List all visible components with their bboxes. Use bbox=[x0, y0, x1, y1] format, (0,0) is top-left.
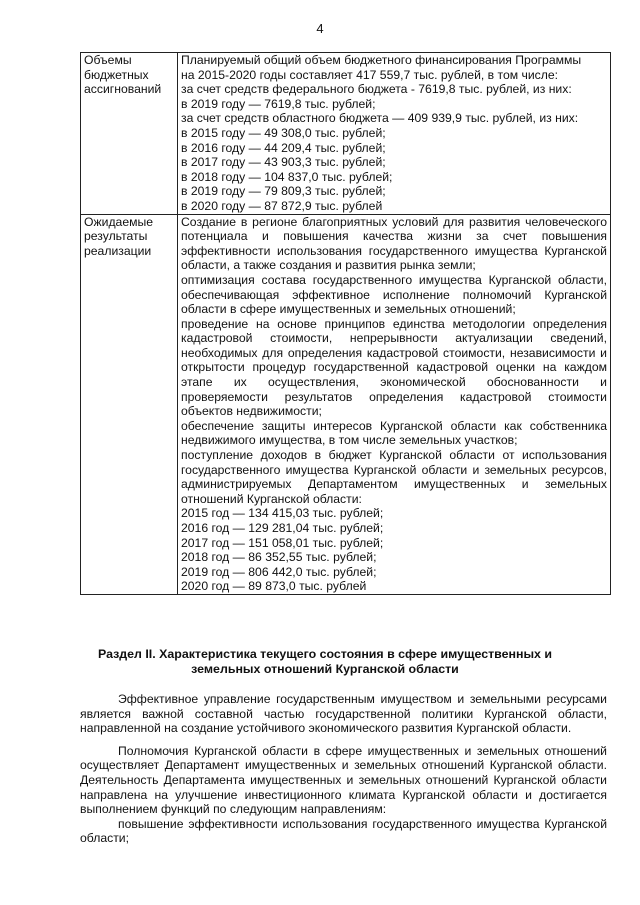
budget-value-cell bbox=[178, 53, 611, 215]
budget-line: в 2017 году — 43 903,3 тыс. рублей; bbox=[181, 155, 386, 170]
budget-line: Планируемый общий объем бюджетного финансирования Программы bbox=[181, 53, 582, 67]
budget-line: в 2018 году — 104 837,0 тыс. рублей; bbox=[181, 169, 393, 184]
budget-line: в 2020 году — 87 872,9 тыс. рублей bbox=[181, 198, 383, 213]
program-passport-table bbox=[80, 52, 611, 595]
revenue-year-line: 2018 год — 86 352,55 тыс. рублей; bbox=[181, 550, 377, 565]
page-number: 4 bbox=[316, 21, 324, 36]
label-line: Объемы bbox=[84, 53, 132, 67]
result-paragraph: поступление доходов в бюджет Курганской области от использования государственного имущества Курганской области и земельных ресурсов, администрируемых Департаментом имущественных и земельных отношений Курганской области: bbox=[181, 448, 607, 506]
section-heading-line: Раздел II. Характеристика текущего состояния в сфере имущественных и bbox=[97, 647, 553, 661]
revenue-year-line: 2015 год — 134 415,03 тыс. рублей; bbox=[181, 506, 384, 521]
results-label-cell bbox=[81, 214, 178, 594]
revenue-year-line: 2017 год — 151 058,01 тыс. рублей; bbox=[181, 535, 384, 550]
body-paragraph: повышение эффективности использования государственного имущества Курганской области; bbox=[80, 816, 607, 846]
result-paragraph: обеспечение защиты интересов Курганской области как собственника недвижимого имущества, в том числе земельных участков; bbox=[181, 418, 607, 448]
label-line: Ожидаемые bbox=[84, 214, 154, 229]
budget-line: за счет средств федерального бюджета - 7619,8 тыс. рублей, из них: bbox=[181, 82, 572, 97]
table-row-budget bbox=[81, 53, 611, 215]
table-row-results bbox=[81, 214, 611, 594]
results-value-cell bbox=[178, 214, 611, 594]
budget-line: в 2019 году — 7619,8 тыс. рублей; bbox=[181, 96, 376, 111]
revenue-year-line: 2020 год — 89 873,0 тыс. рублей bbox=[181, 579, 367, 594]
label-line: результаты bbox=[84, 229, 148, 244]
section-heading bbox=[90, 647, 560, 677]
budget-line: в 2016 году — 44 209,4 тыс. рублей; bbox=[181, 140, 386, 155]
body-paragraph: Эффективное управление государственным имуществом и земельными ресурсами является важной составной частью государственной политики Курганской области, направленной на создание устойчивого экономического развития Курганской области. bbox=[80, 692, 607, 736]
body-text bbox=[80, 692, 607, 846]
body-paragraph: Полномочия Курганской области в сфере имущественных и земельных отношений осуществляет Департамент имущественных и земельных отношений Курганской области. Деятельность Департамента имущественных и земельных отношений Курганской области направлена на улучшение инвестиционного климата Курганской области и достигается выполнением функций по следующим направлениям: bbox=[80, 743, 607, 817]
label-line: бюджетных bbox=[84, 67, 149, 82]
revenue-year-line: 2016 год — 129 281,04 тыс. рублей; bbox=[181, 521, 384, 535]
budget-line: в 2015 году — 49 308,0 тыс. рублей; bbox=[181, 125, 386, 140]
budget-line: за счет средств областного бюджета — 409 939,9 тыс. рублей, из них: bbox=[181, 111, 579, 126]
label-line: реализации bbox=[84, 243, 152, 258]
result-paragraph: проведение на основе принципов единства методологии определения кадастровой стоимости, непрерывности актуализации сведений, необходимых для определения кадастровой стоимости, независимости и открытости процедур государственной кадастровой оценки на каждом этапе их осуществления, экономической обоснованности и проверяемости результатов определения кадастровой стоимости объектов недвижимости; bbox=[181, 316, 607, 419]
label-line: ассигнований bbox=[84, 82, 162, 97]
budget-line: в 2019 году — 79 809,3 тыс. рублей; bbox=[181, 184, 386, 199]
budget-line: на 2015-2020 годы составляет 417 559,7 тыс. рублей, в том числе: bbox=[181, 67, 559, 82]
revenue-year-line: 2019 год — 806 442,0 тыс. рублей; bbox=[181, 564, 377, 579]
result-paragraph: Создание в регионе благоприятных условий для развития человеческого потенциала и повышения качества жизни за счет повышения эффективности использования государственного имущества Курганской области, а также создания и развития рынка земли; bbox=[181, 214, 607, 273]
section-heading-line: земельных отношений Курганской области bbox=[191, 662, 459, 676]
result-paragraph: оптимизация состава государственного имущества Курганской области, обеспечивающая эффективное исполнение полномочий Курганской области в сфере имущественных и земельных отношений; bbox=[181, 272, 607, 317]
budget-label-cell bbox=[81, 53, 178, 215]
